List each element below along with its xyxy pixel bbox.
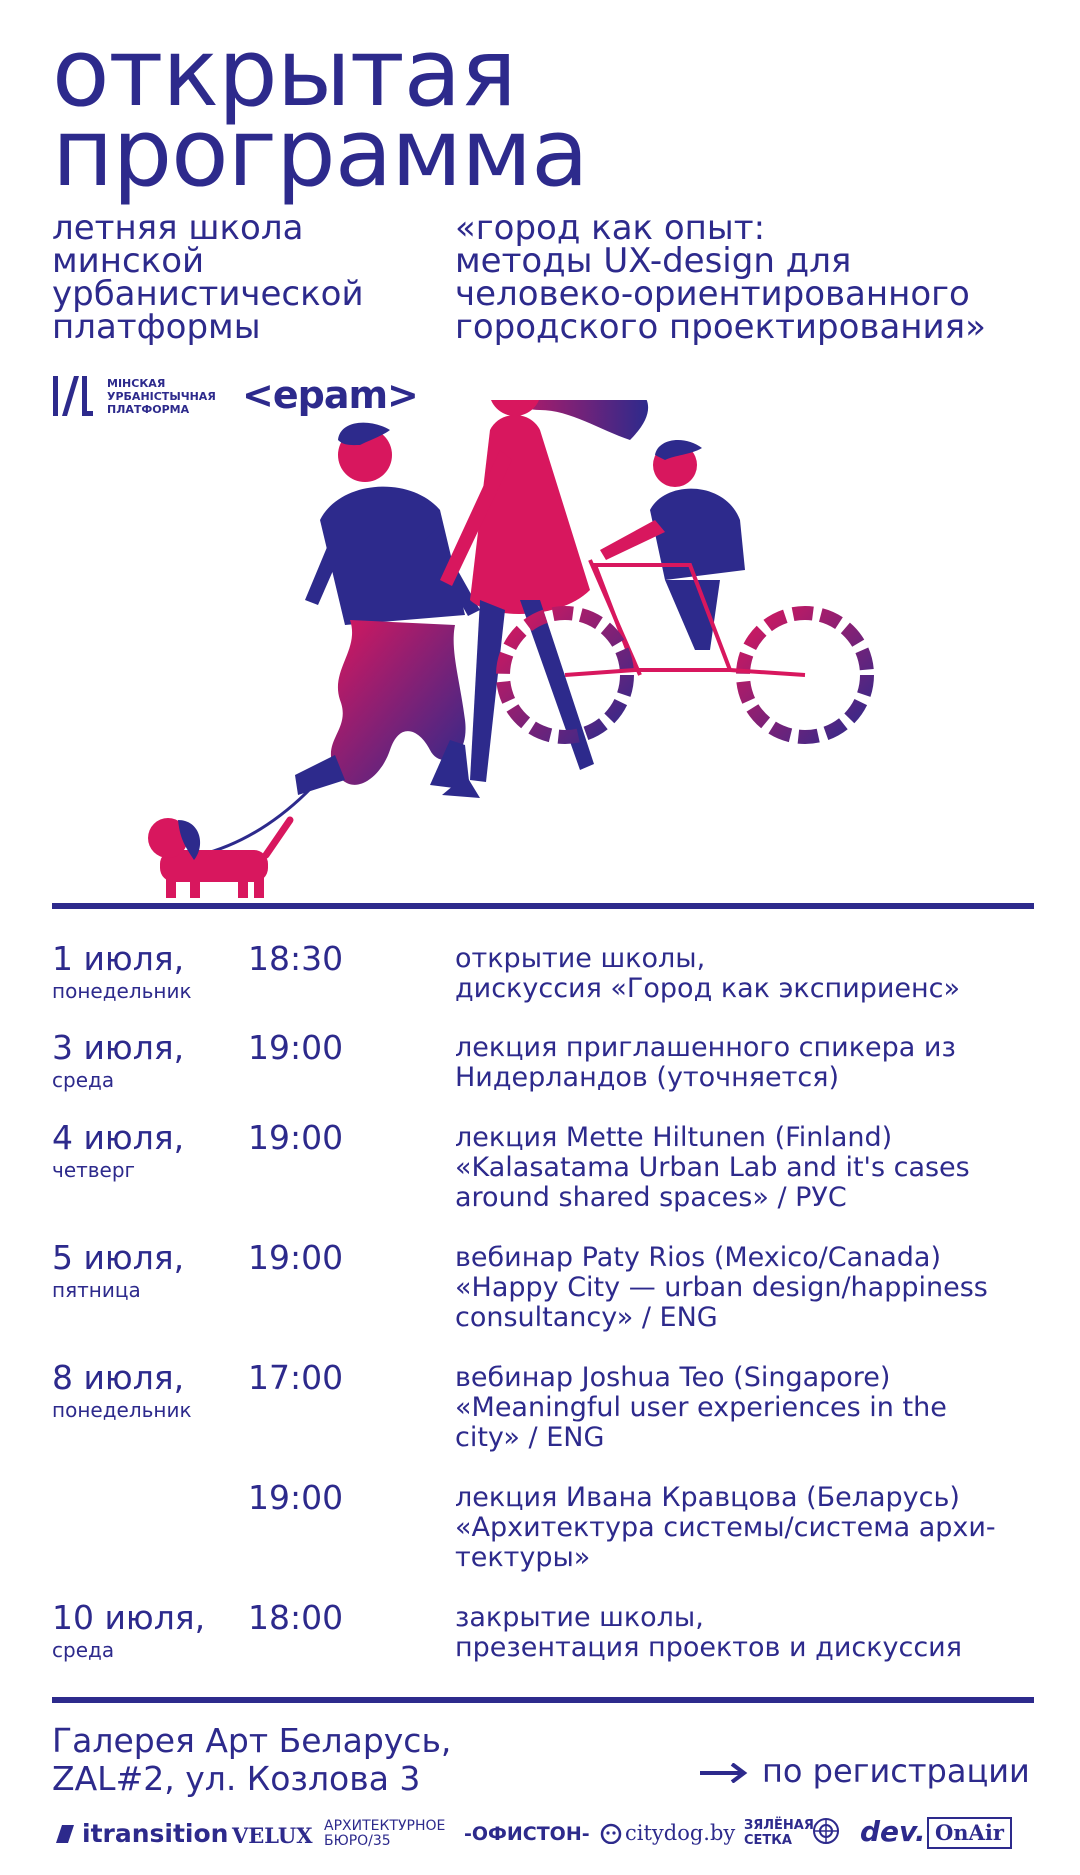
event-time: 19:00 [248,1028,344,1067]
ofiston-logo: -ОФИСТОН- [464,1823,590,1845]
venue-address: Галерея Арт Беларусь, ZAL#2, ул. Козлова 3 [52,1721,452,1798]
event-time: 18:00 [248,1598,344,1637]
registration-link[interactable] [700,1752,1030,1790]
citydog-logo: citydog.by [600,1819,735,1845]
event-date: 1 июля, [52,939,185,978]
theme-line: городского проектирования» [455,307,986,347]
velux-logo: VELUX [232,1823,313,1848]
event-time: 19:00 [248,1238,344,1277]
event-time: 19:00 [248,1118,344,1157]
theme-line: методы UX-design для [455,241,852,281]
event-time: 19:00 [248,1478,344,1517]
event-description: лекция Mette Hiltunen (Finland) «Kalasatama Urban Lab and it's cases around shared spaces» / РУС [455,1122,970,1213]
event-weekday: четверг [52,1158,136,1182]
school-line: платформы [52,307,261,347]
event-date: 3 июля, [52,1028,185,1067]
theme-line: «город как опыт: [455,208,766,248]
itransition-logo: itransition [52,1819,228,1848]
itransition-mark-icon [52,1821,78,1847]
event-description: лекция Ивана Кравцова (Беларусь) «Архитектура системы/система архи- тектуры» [455,1482,996,1573]
theme-line: человеко-ориентированного [455,274,970,314]
event-weekday: пятница [52,1278,141,1302]
event-description: закрытие школы, презентация проектов и дискуссия [455,1602,962,1663]
event-weekday: понедельник [52,1398,192,1422]
arrow-right-icon [700,1763,748,1783]
event-date: 10 июля, [52,1598,206,1637]
event-description: лекция приглашенного спикера из Нидерландов (уточняется) [455,1032,956,1093]
mup-logo-text: МІНСКАЯ УРБАНІСТЫЧНАЯ ПЛАТФОРМА [107,377,216,416]
divider-bottom [52,1697,1034,1703]
page-title [52,19,588,208]
event-time: 18:30 [248,939,344,978]
registration-label: по регистрации [762,1752,1030,1790]
mup-logo-mark-icon [52,375,94,417]
event-weekday: среда [52,1638,115,1662]
sponsor-logos [52,1815,1042,1859]
school-subtitle [52,208,364,347]
dog-head-icon [600,1822,622,1844]
event-date: 8 июля, [52,1358,185,1397]
man [295,423,480,795]
event-weekday: среда [52,1068,115,1092]
school-line: минской [52,241,205,281]
event-description: открытие школы, дискуссия «Город как экспириенс» [455,943,961,1004]
school-line: летняя школа [52,208,304,248]
divider-top [52,903,1034,909]
radial-circle-icon [812,1817,840,1845]
title-line-2: программа [52,99,588,208]
school-line: урбанистической [52,274,364,314]
zelenaya-setka-logo: ЗЯЛЁНАЯ СЕТКА [744,1818,814,1848]
epam-logo: <epam> [242,373,418,417]
arch-bureau-logo: АРХИТЕКТУРНОЕ БЮРО/35 [324,1818,446,1849]
event-description: вебинар Paty Rios (Mexico/Canada) «Happy City — urban design/happiness consultancy» / ENG [455,1242,988,1333]
dev-logo: dev. [860,1815,926,1848]
event-weekday: понедельник [52,979,192,1003]
onair-logo: OnAir [927,1817,1012,1849]
event-date: 5 июля, [52,1238,185,1277]
family-walk-illustration [120,400,1040,910]
dog [148,818,290,898]
theme-subtitle [455,208,986,347]
title-line-1: открытая [52,19,516,128]
event-date: 4 июля, [52,1118,185,1157]
event-time: 17:00 [248,1358,344,1397]
event-description: вебинар Joshua Teo (Singapore) «Meaningful user experiences in the city» / ENG [455,1362,947,1453]
